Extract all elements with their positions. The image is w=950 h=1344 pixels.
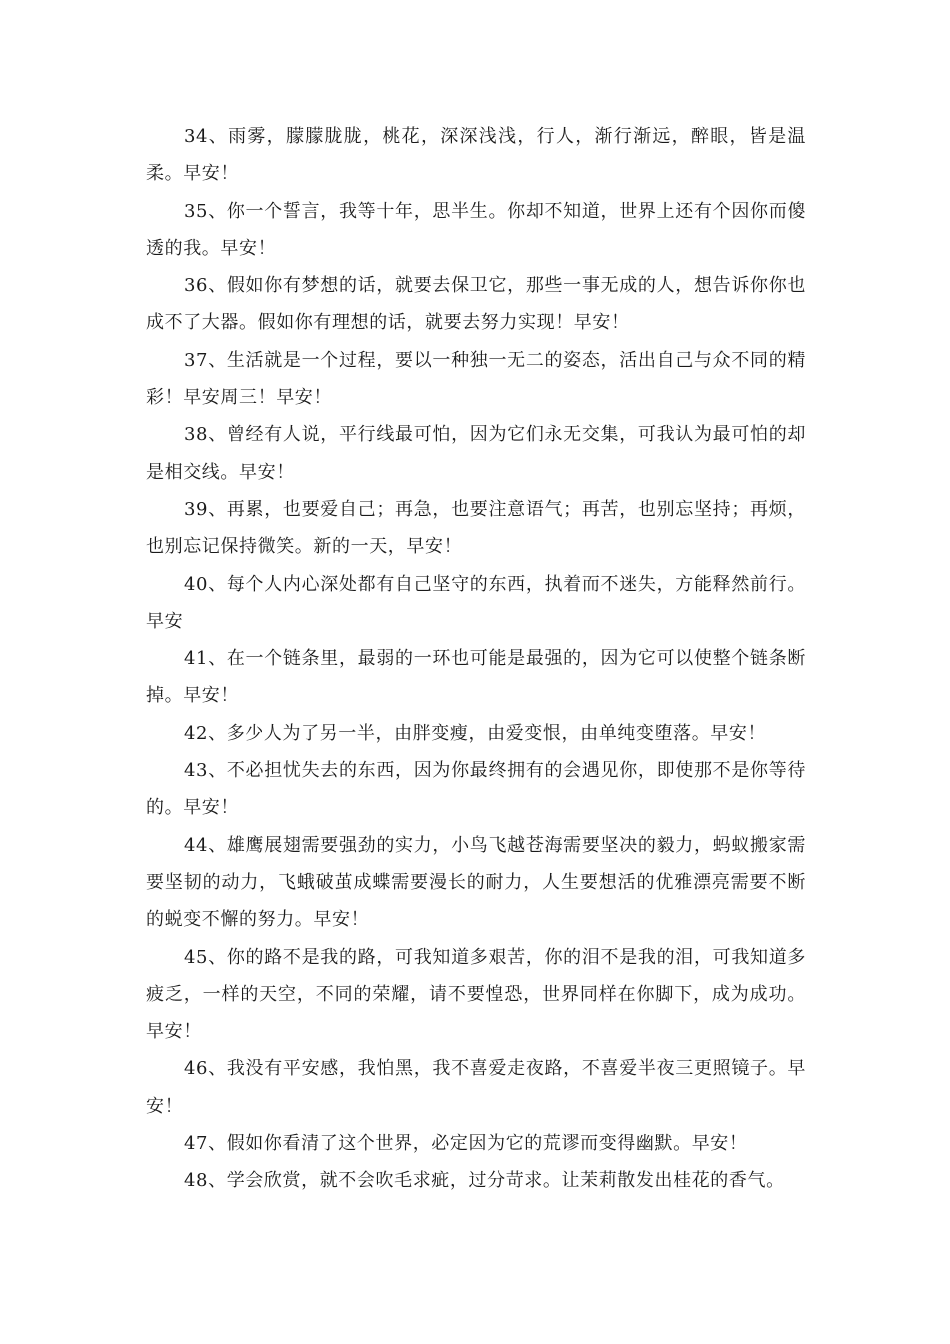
paragraph-43: 43、不必担忧失去的东西，因为你最终拥有的会遇见你，即使那不是你等待的。早安！ — [146, 760, 806, 819]
paragraph-45: 45、你的路不是我的路，可我知道多艰苦，你的泪不是我的泪，可我知道多疲乏，一样的天空，不同的荣耀，请不要惶恐，世界同样在你脚下，成为成功。早安！ — [146, 946, 806, 1043]
paragraph-35: 35、你一个誓言，我等十年，思半生。你却不知道，世界上还有个因你而傻透的我。早安！ — [146, 200, 806, 259]
paragraph-39: 39、再累，也要爱自己；再急，也要注意语气；再苦，也别忘坚持；再烦，也别忘记保持微笑。新的一天，早安！ — [146, 498, 806, 558]
paragraph-44: 44、雄鹰展翅需要强劲的实力，小鸟飞越苍海需要坚决的毅力，蚂蚁搬家需要坚韧的动力，飞蛾破茧成蝶需要漫长的耐力，人生要想活的优雅漂亮需要不断的蜕变不懈的努力。早安！ — [146, 834, 806, 931]
paragraph-47: 47、假如你看清了这个世界，必定因为它的荒谬而变得幽默。早安！ — [184, 1133, 748, 1155]
paragraph-38: 38、曾经有人说，平行线最可怕，因为它们永无交集，可我认为最可怕的却是相交线。早安！ — [146, 424, 806, 483]
document-body — [146, 118, 806, 1200]
paragraph-42: 42、多少人为了另一半，由胖变瘦，由爱变恨，由单纯变堕落。早安！ — [184, 722, 767, 744]
paragraph-41: 41、在一个链条里，最弱的一环也可能是最强的，因为它可以使整个链条断掉。早安！ — [146, 648, 806, 707]
paragraph-36: 36、假如你有梦想的话，就要去保卫它，那些一事无成的人，想告诉你你也成不了大器。假如你有理想的话，就要去努力实现！早安！ — [146, 275, 806, 334]
paragraph-48: 48、学会欣赏，就不会吹毛求疵，过分苛求。让茉莉散发出桂花的香气。 — [184, 1170, 785, 1192]
paragraph-40: 40、每个人内心深处都有自己坚守的东西，执着而不迷失，方能释然前行。早安 — [146, 573, 806, 632]
paragraph-46: 46、我没有平安感，我怕黑，我不喜爱走夜路，不喜爱半夜三更照镜子。早安！ — [146, 1058, 806, 1117]
paragraph-34: 34、雨雾，朦朦胧胧，桃花，深深浅浅，行人，渐行渐远，醉眼，皆是温柔。早安！ — [146, 126, 806, 185]
paragraph-37: 37、生活就是一个过程，要以一种独一无二的姿态，活出自己与众不同的精彩！早安周三！早安！ — [146, 349, 806, 409]
